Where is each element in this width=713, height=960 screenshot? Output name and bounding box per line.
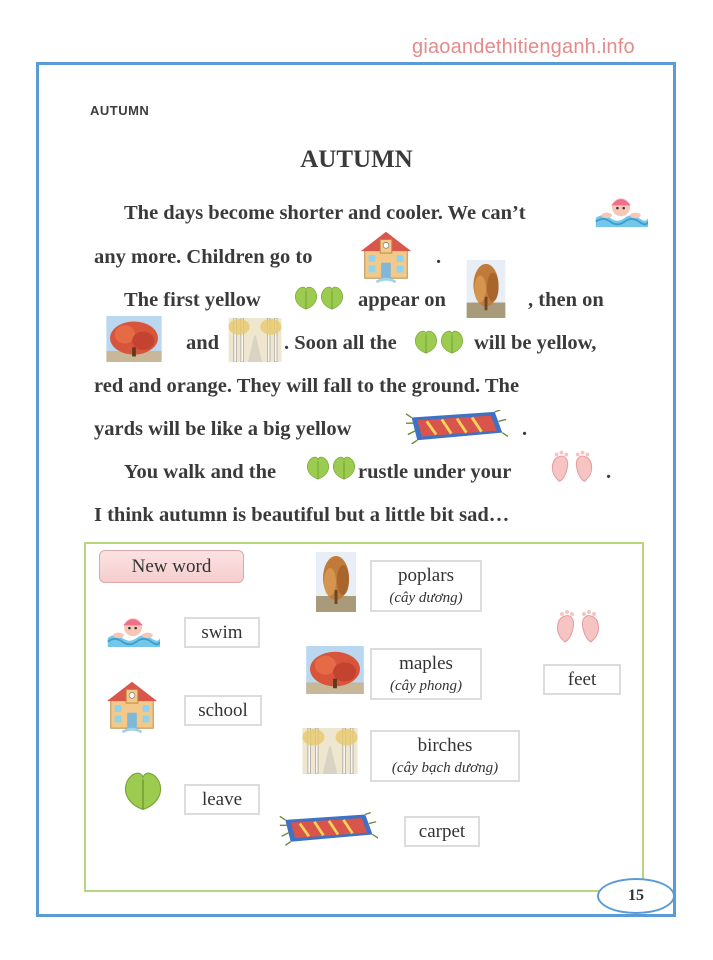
text-line-2a: any more. Children go to (94, 246, 313, 268)
word-birches-en: birches (417, 735, 473, 756)
carpet-icon (278, 812, 378, 846)
text-line-2b: . (436, 246, 442, 268)
carpet-icon (402, 410, 510, 444)
text-line-7a: You walk and the (124, 461, 277, 483)
text-line-1: The days become shorter and cooler. We can’t (124, 202, 526, 224)
text-line-4a: and (186, 332, 220, 354)
word-birches (370, 730, 520, 782)
text-line-4b: . Soon all the (284, 332, 397, 354)
word-swim: swim (184, 617, 260, 648)
word-feet: feet (543, 664, 621, 695)
word-school: school (184, 695, 262, 726)
poplar-tree-icon (466, 260, 506, 318)
leaf-icon (412, 328, 440, 356)
word-birches-vn: (cây bạch dương) (391, 760, 499, 776)
word-poplars-vn: (cây dương) (389, 590, 463, 606)
watermark: giaoandethitienganh.info (412, 36, 635, 58)
maple-tree-icon (306, 646, 364, 694)
swimmer-icon (106, 610, 160, 648)
word-maples-en: maples (399, 653, 453, 674)
page-header: AUTUMN (90, 103, 150, 118)
school-icon (103, 676, 161, 734)
leaf-icon (330, 454, 358, 482)
swimmer-icon (594, 190, 648, 228)
text-line-8: I think autumn is beautiful but a little bit sad… (94, 504, 510, 526)
word-poplars-en: poplars (398, 565, 454, 586)
birch-trees-icon (302, 728, 358, 774)
maple-tree-icon (106, 316, 162, 362)
word-maples-vn: (cây phong) (389, 678, 463, 694)
text-line-7c: . (606, 461, 612, 483)
text-line-5: red and orange. They will fall to the ground. The (94, 375, 520, 397)
poplar-tree-icon (316, 552, 356, 612)
page-number: 15 (597, 878, 675, 914)
school-icon (357, 226, 415, 284)
text-line-6a: yards will be like a big yellow (94, 418, 352, 440)
text-line-3a: The first yellow (124, 289, 261, 311)
feet-icon (553, 608, 603, 648)
text-line-3b: appear on (358, 289, 446, 311)
page-title: AUTUMN (300, 146, 413, 173)
leaf-icon (292, 284, 320, 312)
word-poplars (370, 560, 482, 612)
leaf-icon (304, 454, 332, 482)
leaf-icon (318, 284, 346, 312)
leaf-icon (438, 328, 466, 356)
text-line-3c: , then on (528, 289, 604, 311)
feet-icon (548, 448, 596, 488)
text-line-7b: rustle under your (358, 461, 512, 483)
word-carpet: carpet (404, 816, 480, 847)
word-leave: leave (184, 784, 260, 815)
text-line-6b: . (522, 418, 528, 440)
text-line-4c: will be yellow, (474, 332, 597, 354)
birch-trees-icon (226, 318, 284, 362)
word-maples (370, 648, 482, 700)
leaf-icon (120, 768, 166, 814)
new-word-heading: New word (99, 550, 244, 583)
